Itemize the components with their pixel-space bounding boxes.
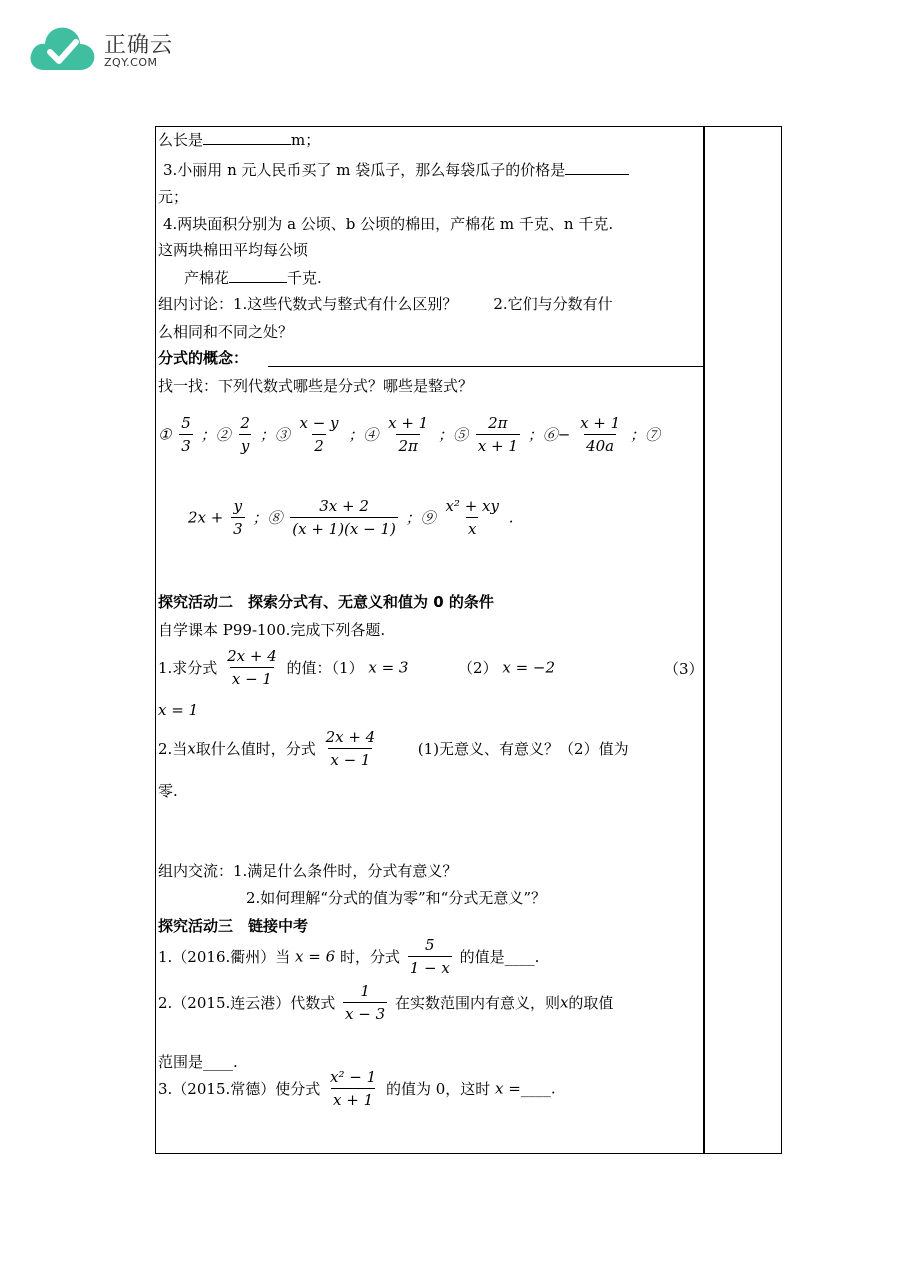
text-line: 产棉花 千克.	[184, 269, 322, 287]
text-line: 组内交流：1.满足什么条件时，分式有意义？	[158, 862, 458, 880]
question-1-part-3: （3）	[664, 660, 704, 678]
text-line: 么长是 m；	[158, 131, 321, 149]
text-line: 找一找：下列代数式哪些是分式？哪些是整式？	[158, 377, 474, 395]
text-line: 组内讨论：1.这些代数式与整式有什么区别？ 2.它们与分数有什	[158, 295, 613, 313]
text-line: 4.两块面积分别为 a 公顷、b 公顷的棉田，产棉花 m 千克、n 千克.	[163, 215, 614, 233]
exam-question-3: 3.（2015.常德）使分式 $\frac{\text{x² − 1}}{x + 1}$ 的值为 0，这时 x =____.	[158, 1068, 556, 1109]
text-line: 3.小丽用 n 元人民币买了 m 袋瓜子，那么每袋瓜子的价格是	[163, 160, 629, 180]
text-line: 2.如何理解“分式的值为零”和“分式无意义”？	[246, 889, 546, 907]
logo-domain: ZQY.COM	[104, 56, 158, 69]
question-1: 1.求分式 $\frac{2x + 4}{x - 1}$ 的值：（1） x = 3 （2） x = −2	[158, 647, 556, 688]
question-1-value-3: x = 1	[158, 701, 199, 719]
text-line: 自学课本 P99-100.完成下列各题.	[158, 621, 386, 639]
cloud-check-icon	[28, 22, 98, 74]
exam-question-2: 2.（2015.连云港）代数式 $\frac{1}{x - 3}$ 在实数范围内有意义，则x的取值	[158, 982, 614, 1023]
text-line: 零.	[158, 782, 178, 800]
text-line: 这两块棉田平均每公顷	[158, 241, 309, 259]
expression-row-2: 2x + $\frac{y}{3}$ ；⑧ $\frac{3x + 2}{(x + 1)(x - 1)}$ ；⑨ $\frac{\text{x² + xy}}{x}$ .	[188, 497, 514, 538]
text-line: 范围是____.	[158, 1053, 238, 1071]
question-2: 2.当x取什么值时，分式 $\frac{2x + 4}{x - 1}$ (1)无意义、有意义？（2）值为	[158, 728, 629, 769]
exam-question-1: 1.（2016.衢州）当 x = 6 时，分式 $\frac{5}{1 - x}$ 的值是____.	[158, 936, 540, 977]
table-column-divider	[703, 126, 705, 1154]
logo-name: 正确云	[104, 33, 174, 58]
expression-row-1: ① $\frac{5}{3}$ ；② $\frac{2}{y}$ ；③ $\frac{x - y}{2}$ ；④ $\frac{x + 1}{2\pi}$ ；⑤ $\frac{2\pi}{x + 1}$ ；⑥− $\frac{x + 1}{40a}$ ；⑦	[158, 414, 660, 455]
concept-underline	[268, 366, 703, 367]
activity-2-heading: 探究活动二 探索分式有、无意义和值为 0 的条件	[158, 593, 494, 611]
concept-heading: 分式的概念：	[158, 349, 249, 367]
text-line: 么相同和不同之处？	[158, 323, 294, 341]
text-line: 元；	[158, 188, 189, 206]
activity-3-heading: 探究活动三 链接中考	[158, 917, 309, 935]
